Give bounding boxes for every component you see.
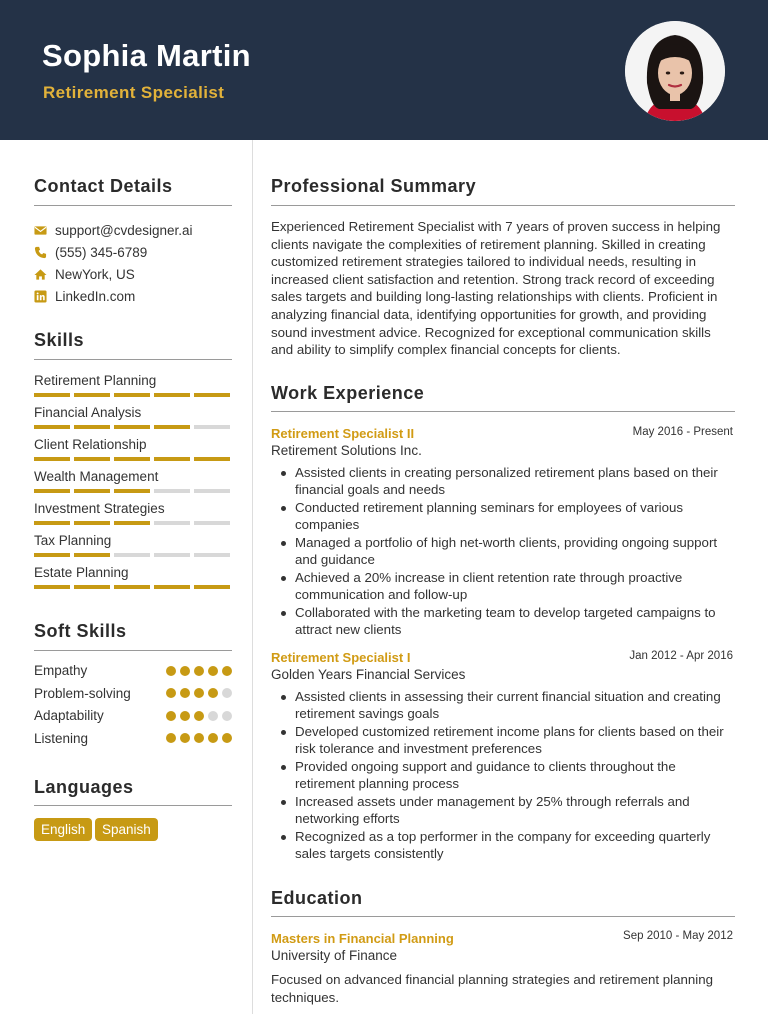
skill-level-segment: [194, 425, 230, 429]
soft-skill-row: [34, 731, 232, 746]
soft-skills-section-title: Soft Skills: [34, 621, 127, 641]
skill-level-segment: [114, 489, 150, 493]
experience-section-title: Work Experience: [271, 383, 425, 403]
skill-level-segment: [74, 457, 110, 461]
contact-location: [34, 267, 135, 282]
skill-level-segment: [34, 489, 70, 493]
rating-dot: [194, 733, 204, 743]
rating-dot: [208, 711, 218, 721]
rating-dot: [166, 666, 176, 676]
skill-level-segment: [74, 489, 110, 493]
skill-level-segment: [154, 553, 190, 557]
education-section-title: Education: [271, 888, 363, 908]
skill-level-segment: [74, 553, 110, 557]
skill-level-segment: [74, 393, 110, 397]
skill-level-segment: [154, 521, 190, 525]
skill-level-segment: [34, 425, 70, 429]
skill-level-segment: [154, 393, 190, 397]
rating-dot: [222, 688, 232, 698]
skill-level-segment: [114, 457, 150, 461]
summary-section-title: Professional Summary: [271, 176, 477, 196]
skill-row: [34, 533, 232, 557]
soft-skill-rating: [166, 733, 232, 743]
skill-level-segment: [74, 585, 110, 589]
phone-icon: [34, 246, 47, 259]
soft-skills-section-rule: [34, 650, 232, 651]
job-company: Retirement Solutions Inc.: [271, 443, 422, 458]
skill-level-segment: [74, 521, 110, 525]
job-company: Golden Years Financial Services: [271, 667, 466, 682]
rating-dot: [194, 688, 204, 698]
education-section-rule: [271, 916, 735, 917]
rating-dot: [180, 733, 190, 743]
soft-skill-label: Listening: [34, 730, 89, 746]
skill-level-segment: [114, 425, 150, 429]
rating-dot: [166, 711, 176, 721]
rating-dot: [208, 688, 218, 698]
skill-level-segment: [34, 393, 70, 397]
language-badge: Spanish: [95, 818, 158, 841]
skill-label: Retirement Planning: [34, 373, 157, 388]
rating-dot: [222, 711, 232, 721]
skill-level-segment: [34, 585, 70, 589]
experience-section-rule: [271, 411, 735, 412]
degree-title: Masters in Financial Planning: [271, 931, 454, 946]
soft-skill-label: Problem-solving: [34, 685, 131, 701]
list-item: Managed a portfolio of high net-worth clients, providing ongoing support and guidance: [295, 534, 735, 568]
skill-level-segment: [194, 489, 230, 493]
soft-skill-row: [34, 686, 232, 701]
list-item: Recognized as a top performer in the company for exceeding quarterly sales targets consistently: [295, 828, 735, 862]
list-item: Conducted retirement planning seminars for employees of various companies: [295, 499, 735, 533]
profile-photo: [625, 21, 725, 121]
skill-level-segment: [114, 393, 150, 397]
skill-level-segment: [114, 521, 150, 525]
soft-skill-label: Adaptability: [34, 708, 104, 723]
language-badge: English: [34, 818, 92, 841]
soft-skill-rating: [166, 666, 232, 676]
soft-skill-rating: [166, 711, 232, 721]
skill-level-bar: [34, 585, 232, 589]
skill-row: [34, 437, 232, 461]
envelope-icon: [34, 224, 47, 237]
skill-level-segment: [154, 425, 190, 429]
skill-label: Wealth Management: [34, 469, 159, 484]
education-date: Sep 2010 - May 2012: [623, 930, 733, 942]
skill-level-bar: [34, 489, 232, 493]
soft-skill-row: [34, 663, 232, 678]
linkedin-icon: [34, 290, 47, 303]
education-description: Focused on advanced financial planning strategies and retirement planning techniques.: [271, 972, 714, 1005]
rating-dot: [194, 711, 204, 721]
soft-skill-row: [34, 708, 232, 723]
skill-row: [34, 405, 232, 429]
skill-level-segment: [34, 457, 70, 461]
skill-label: Client Relationship: [34, 437, 147, 452]
column-divider: [252, 140, 253, 1014]
contact-phone[interactable]: [34, 245, 147, 260]
contact-phone-text: (555) 345-6789: [55, 245, 148, 260]
rating-dot: [194, 666, 204, 676]
skill-level-segment: [154, 457, 190, 461]
rating-dot: [166, 688, 176, 698]
contact-location-text: NewYork, US: [55, 267, 135, 282]
skills-section-rule: [34, 359, 232, 360]
home-icon: [34, 268, 47, 281]
candidate-role: Retirement Specialist: [43, 83, 225, 102]
rating-dot: [222, 733, 232, 743]
list-item: Assisted clients in creating personalized retirement plans based on their financial goals and needs: [295, 464, 735, 498]
skill-level-segment: [34, 521, 70, 525]
rating-dot: [222, 666, 232, 676]
skill-row: [34, 469, 232, 493]
contact-email-text: support@cvdesigner.ai: [55, 223, 193, 238]
skill-label: Estate Planning: [34, 565, 129, 580]
skill-level-segment: [114, 585, 150, 589]
job-bullets: [271, 464, 735, 639]
skill-level-segment: [114, 553, 150, 557]
soft-skill-label: Empathy: [34, 663, 88, 678]
contact-section-rule: [34, 205, 232, 206]
languages-section-title: Languages: [34, 777, 134, 797]
list-item: Achieved a 20% increase in client retention rate through proactive communication and follow-up: [295, 569, 735, 603]
skill-label: Investment Strategies: [34, 501, 165, 516]
job-date: May 2016 - Present: [632, 426, 733, 438]
skill-row: [34, 501, 232, 525]
rating-dot: [208, 733, 218, 743]
rating-dot: [180, 666, 190, 676]
list-item: Increased assets under management by 25% through referrals and networking efforts: [295, 793, 735, 827]
skill-level-bar: [34, 521, 232, 525]
rating-dot: [166, 733, 176, 743]
skill-level-segment: [154, 489, 190, 493]
job-date: Jan 2012 - Apr 2016: [629, 650, 733, 662]
skill-level-bar: [34, 425, 232, 429]
job-title: Retirement Specialist I: [271, 650, 411, 665]
skill-level-segment: [194, 521, 230, 525]
skills-section-title: Skills: [34, 330, 85, 350]
summary-section-rule: [271, 205, 735, 206]
rating-dot: [180, 711, 190, 721]
candidate-name: Sophia Martin: [42, 38, 251, 73]
skill-level-segment: [194, 393, 230, 397]
skill-label: Financial Analysis: [34, 405, 142, 420]
contact-linkedin[interactable]: [34, 289, 135, 304]
contact-section-title: Contact Details: [34, 176, 173, 196]
list-item: Assisted clients in assessing their current financial situation and creating retirement savings goals: [295, 688, 735, 722]
soft-skill-rating: [166, 688, 232, 698]
skill-level-segment: [154, 585, 190, 589]
rating-dot: [208, 666, 218, 676]
rating-dot: [180, 688, 190, 698]
list-item: Developed customized retirement income plans for clients based on their risk tolerance and investment preferences: [295, 723, 735, 757]
contact-linkedin-text: LinkedIn.com: [55, 289, 136, 304]
job-bullets: [271, 688, 735, 863]
skill-level-segment: [194, 553, 230, 557]
header-banner: [0, 0, 768, 140]
job-title: Retirement Specialist II: [271, 426, 415, 441]
skill-level-segment: [34, 553, 70, 557]
skill-level-bar: [34, 393, 232, 397]
languages-section-rule: [34, 805, 232, 806]
summary-text: Experienced Retirement Specialist with 7 years of proven success in helping clients navigate the complexities of retirement planning. Skilled in creating customized retirement strategies tailored to individual needs, resulting in increased client satisfaction and retention. Strong track record of exceeding sales targets and building long-lasting relationships with clients. Proficient in analyzing financial data, identifying opportunities for growth, and providing sound investment advice. Recognized for exceptional communication skills and ability to simplify complex financial concepts for clients.: [271, 219, 721, 358]
contact-email[interactable]: [34, 223, 193, 238]
school-name: University of Finance: [271, 948, 398, 963]
skill-label: Tax Planning: [34, 533, 112, 548]
skill-level-bar: [34, 457, 232, 461]
skill-level-segment: [194, 457, 230, 461]
skill-row: [34, 565, 232, 589]
skill-level-segment: [194, 585, 230, 589]
skill-level-segment: [74, 425, 110, 429]
skill-level-bar: [34, 553, 232, 557]
list-item: Provided ongoing support and guidance to clients throughout the retirement planning process: [295, 758, 735, 792]
skill-row: [34, 373, 232, 397]
list-item: Collaborated with the marketing team to develop targeted campaigns to attract new clients: [295, 604, 735, 638]
